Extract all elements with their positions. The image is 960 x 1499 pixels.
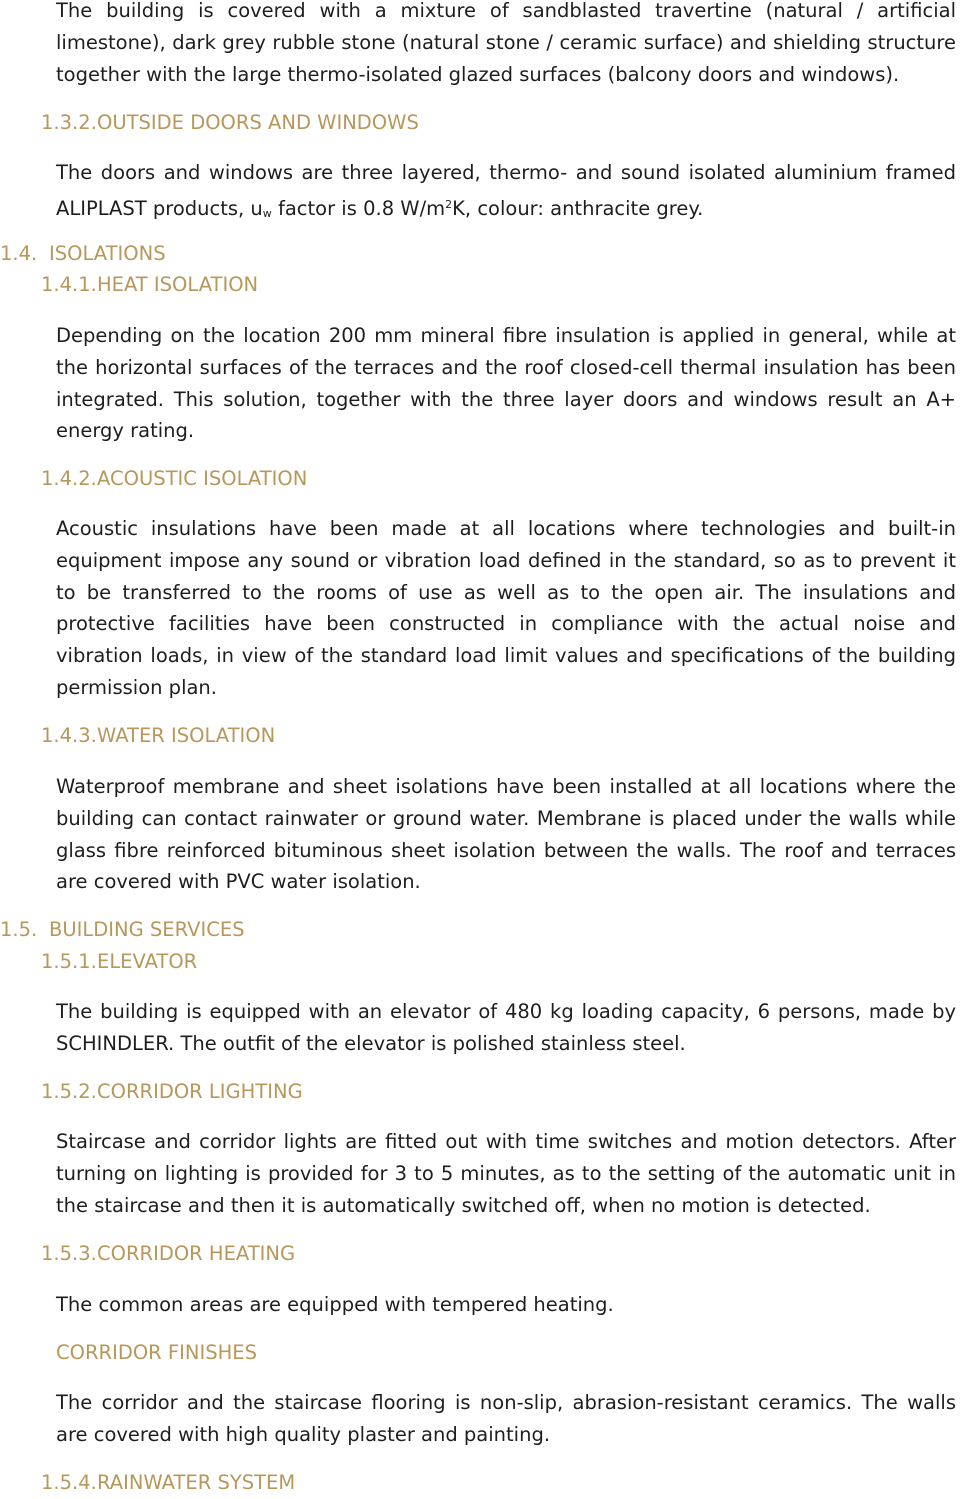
heading-number: 1.5.4. xyxy=(41,1471,97,1494)
heading-number: 1.4. xyxy=(0,242,38,265)
heading-isolations xyxy=(0,241,166,267)
heading-corridor-finishes xyxy=(56,1340,257,1366)
heading-number: 1.5.3. xyxy=(41,1242,97,1265)
heading-number: 1.5.2. xyxy=(41,1080,97,1103)
heading-title: OUTSIDE DOORS AND WINDOWS xyxy=(97,111,419,134)
heading-title: RAINWATER SYSTEM xyxy=(97,1471,296,1494)
text-run: factor is 0.8 W/m xyxy=(271,196,446,220)
heading-elevator xyxy=(41,949,197,975)
text-run: The doors and windows are three layered, thermo- and sound isolated aluminium framed ALIPLAST products, u xyxy=(56,161,956,220)
text-run: K, colour: anthracite grey. xyxy=(452,196,704,220)
heading-acoustic-isolation xyxy=(41,466,307,492)
paragraph-heat-isolation: Depending on the location 200 mm mineral fibre insulation is applied in general, while at the horizontal surfaces of the terraces and the roof closed-cell thermal insulation has been integrated. This solution, together with the three layer doors and windows result an A+ energy rating. xyxy=(56,324,956,443)
heading-title: CORRIDOR LIGHTING xyxy=(97,1080,303,1103)
paragraph-corridor-finishes: The corridor and the staircase flooring is non-slip, abrasion-resistant ceramics. The walls are covered with high quality plaster and painting. xyxy=(56,1391,956,1446)
heading-building-services xyxy=(0,917,245,943)
heading-number: 1.4.1. xyxy=(41,273,97,296)
heading-title: ELEVATOR xyxy=(97,950,198,973)
heading-water-isolation xyxy=(41,723,275,749)
heading-title: CORRIDOR HEATING xyxy=(97,1242,296,1265)
superscript: 2 xyxy=(445,197,453,211)
paragraph-acoustic-isolation: Acoustic insulations have been made at all locations where technologies and built-in equipment impose any sound or vibration load defined in the standard, so as to prevent it to be transferred to the rooms of use as well as to the open air. The insulations and protective facilities have been constructed in compliance with the actual noise and vibration loads, in view of the standard load limit values and specifications of the building permission plan. xyxy=(56,517,956,699)
paragraph-corridor-lighting: Staircase and corridor lights are fitted out with time switches and motion detectors. After turning on lighting is provided for 3 to 5 minutes, as to the setting of the automatic unit in the staircase and then it is automatically switched off, when no motion is detected. xyxy=(56,1130,956,1217)
heading-title: BUILDING SERVICES xyxy=(49,918,245,941)
paragraph-elevator: The building is equipped with an elevator of 480 kg loading capacity, 6 persons, made by SCHINDLER. The outfit of the elevator is polished stainless steel. xyxy=(56,1000,956,1055)
heading-corridor-lighting xyxy=(41,1079,303,1105)
heading-title: WATER ISOLATION xyxy=(97,724,276,747)
heading-heat-isolation xyxy=(41,272,258,298)
heading-title: CORRIDOR FINISHES xyxy=(56,1341,257,1364)
heading-rainwater-system xyxy=(41,1470,295,1496)
heading-title: ACOUSTIC ISOLATION xyxy=(97,467,308,490)
heading-corridor-heating xyxy=(41,1241,295,1267)
heading-number: 1.5.1. xyxy=(41,950,97,973)
paragraph-doors-windows xyxy=(56,157,956,230)
heading-title: HEAT ISOLATION xyxy=(97,273,259,296)
paragraph-water-isolation: Waterproof membrane and sheet isolations have been installed at all locations where the building can contact rainwater or ground water. Membrane is placed under the walls while glass fibre reinforced bituminous sheet isolation between the walls. The roof and terraces are covered with PVC water isolation. xyxy=(56,775,956,894)
paragraph-facade: The building is covered with a mixture of sandblasted travertine (natural / artificial limestone), dark grey rubble stone (natural stone / ceramic surface) and shielding structure together with the large thermo-isolated glazed surfaces (balcony doors and windows). xyxy=(56,0,956,86)
heading-number: 1.5. xyxy=(0,918,38,941)
heading-number: 1.4.2. xyxy=(41,467,97,490)
paragraph-corridor-heating: The common areas are equipped with tempered heating. xyxy=(56,1293,614,1316)
heading-number: 1.4.3. xyxy=(41,724,97,747)
heading-outside-doors-windows xyxy=(41,110,419,136)
heading-number: 1.3.2. xyxy=(41,111,97,134)
heading-title: ISOLATIONS xyxy=(49,242,166,265)
subscript: w xyxy=(262,206,272,220)
